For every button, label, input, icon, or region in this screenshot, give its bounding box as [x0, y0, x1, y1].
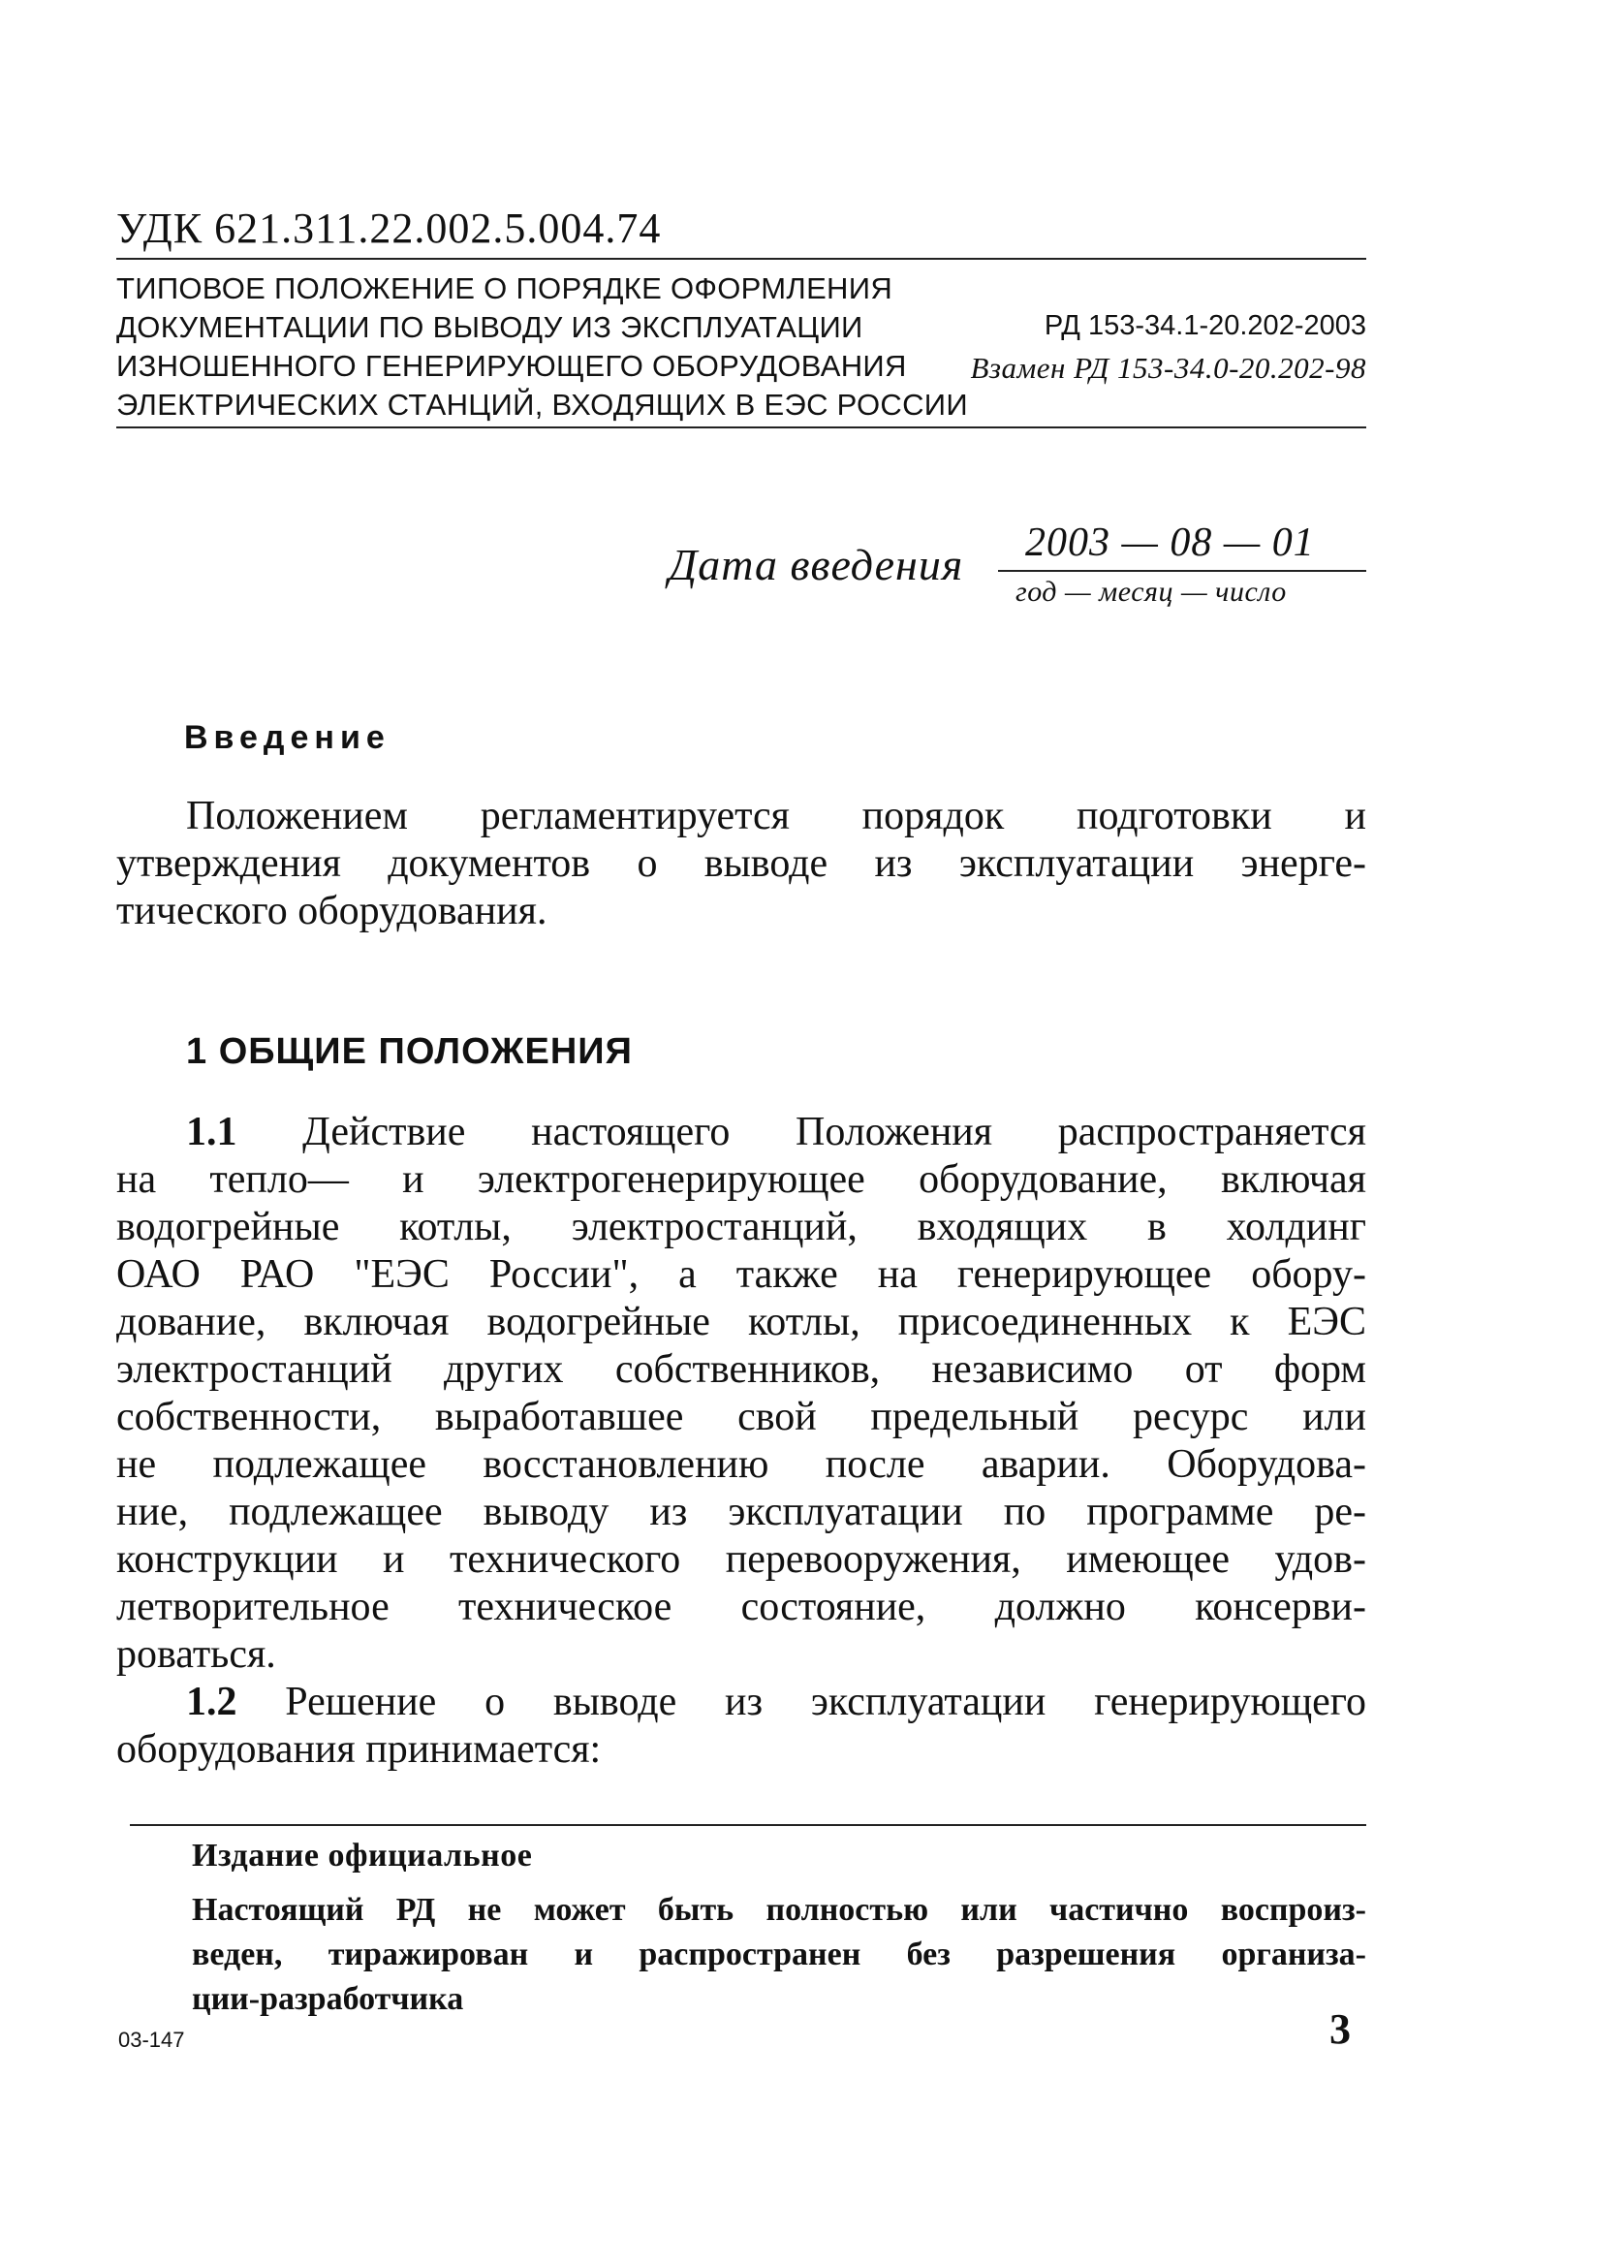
document-title	[116, 269, 968, 425]
text-line: Положением регламентируется порядок подготовки и	[186, 794, 1366, 838]
clause-number: 1.2	[186, 1680, 237, 1724]
note-line: Настоящий РД не может быть полностью или частично воспроиз-	[192, 1892, 1366, 1928]
section-heading: 1 ОБЩИЕ ПОЛОЖЕНИЯ	[186, 1031, 633, 1072]
text-fragment: Действие настоящего Положения распространяется	[236, 1110, 1366, 1154]
intro-heading: Введение	[184, 719, 390, 756]
header-bottom-rule	[116, 426, 1366, 428]
text-line: собственности, выработавшее свой предельный ресурс или	[116, 1395, 1366, 1439]
text-line	[116, 1679, 1366, 1726]
title-line: ТИПОВОЕ ПОЛОЖЕНИЕ О ПОРЯДКЕ ОФОРМЛЕНИЯ	[116, 271, 893, 305]
page-number: 3	[1329, 2005, 1351, 2053]
date-label: Дата введения	[669, 540, 964, 589]
note-line: веден, тиражирован и распространен без разрешения организа-	[192, 1937, 1366, 1972]
intro-paragraph	[116, 793, 1366, 935]
header-top-rule	[116, 258, 1366, 260]
rd-replaces: Взамен РД 153-34.0-20.202-98	[970, 351, 1366, 385]
paragraph-1-1	[116, 1109, 1366, 1774]
title-line: ЭЛЕКТРИЧЕСКИХ СТАНЦИЙ, ВХОДЯЩИХ В ЕЭС РОССИИ	[116, 388, 968, 422]
text-line: ОАО РАО "ЕЭС России", а также на генерирующее обору-	[116, 1252, 1366, 1297]
date-caption: год — месяц — число	[1015, 576, 1287, 608]
date-underline	[998, 570, 1366, 572]
clause-number: 1.1	[186, 1110, 237, 1154]
text-line: оборудования принимается:	[116, 1727, 602, 1772]
title-line: ДОКУМЕНТАЦИИ ПО ВЫВОДУ ИЗ ЭКСПЛУАТАЦИИ	[116, 310, 863, 344]
text-fragment: Решение о выводе из эксплуатации генерирующего	[236, 1680, 1366, 1724]
text-line: конструкции и технического перевооружения, имеющее удов-	[116, 1537, 1366, 1582]
copyright-note	[192, 1888, 1366, 2022]
text-line: роваться.	[116, 1632, 276, 1677]
text-line: летворительное техническое состояние, должно консерви-	[116, 1585, 1366, 1629]
note-line: ции-разработчика	[192, 1981, 464, 2017]
official-edition: Издание официальное	[192, 1838, 533, 1874]
text-line: дование, включая водогрейные котлы, присоединенных к ЕЭС	[116, 1300, 1366, 1344]
footnote-rule	[130, 1824, 1366, 1826]
text-line: электростанций других собственников, независимо от форм	[116, 1347, 1366, 1392]
text-line: тического оборудования.	[116, 889, 547, 933]
print-code: 03-147	[118, 2028, 185, 2052]
title-line: ИЗНОШЕННОГО ГЕНЕРИРУЮЩЕГО ОБОРУДОВАНИЯ	[116, 349, 907, 383]
date-value: 2003 — 08 — 01	[1025, 520, 1315, 565]
rd-code: РД 153-34.1-20.202-2003	[1044, 310, 1366, 341]
text-line: на тепло— и электрогенерирующее оборудование, включая	[116, 1157, 1366, 1202]
text-line: водогрейные котлы, электростанций, входящих в холдинг	[116, 1205, 1366, 1249]
text-line: не подлежащее восстановлению после аварии. Оборудова-	[116, 1442, 1366, 1487]
udk-code: УДК 621.311.22.002.5.004.74	[116, 205, 662, 252]
text-line: утверждения документов о выводе из эксплуатации энерге-	[116, 841, 1366, 886]
text-line: ние, подлежащее выводу из эксплуатации по программе ре-	[116, 1490, 1366, 1534]
text-line	[116, 1109, 1366, 1156]
